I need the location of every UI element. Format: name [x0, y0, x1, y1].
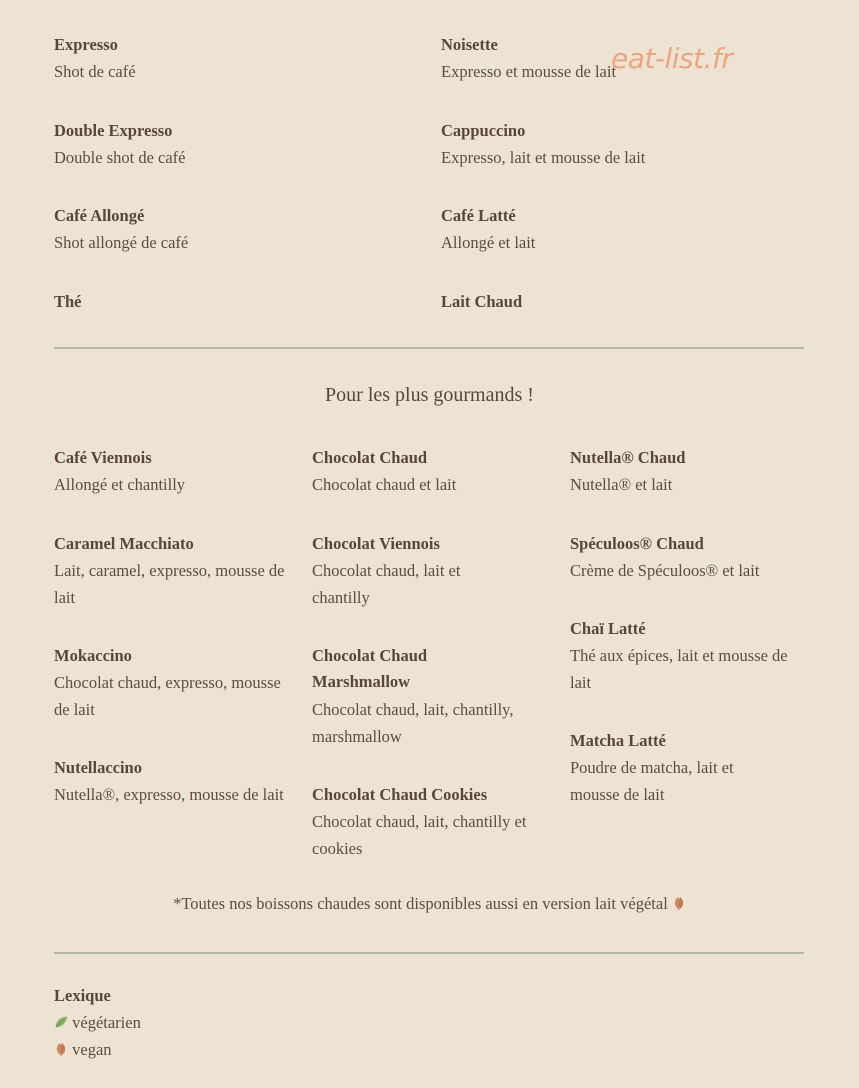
section-divider — [54, 952, 804, 954]
menu-item-chocolat-chaud-marshmallow-desc — [312, 696, 552, 750]
item-name: Matcha Latté — [570, 731, 666, 750]
menu-item-speculoos-chaud — [570, 531, 810, 584]
menu-item-chai-latte — [570, 616, 810, 696]
menu-item-cafe-allonge — [54, 203, 414, 256]
item-name: Chocolat Chaud — [312, 448, 428, 467]
menu-item-nutella-chaud — [570, 445, 810, 498]
double-leaf-icon — [672, 896, 686, 910]
item-desc: Double shot de café — [54, 148, 186, 167]
menu-item-cafe-latte — [441, 203, 801, 256]
item-desc: Chocolat chaud, expresso, mousse de lait — [54, 673, 281, 719]
item-desc: Chocolat chaud et lait — [312, 475, 457, 494]
item-name: Nutellaccino — [54, 758, 142, 777]
item-name: Chocolat Chaud Marshmallow — [312, 646, 428, 691]
item-desc: Shot allongé de café — [54, 233, 189, 252]
menu-item-the — [54, 289, 414, 315]
item-name: Café Allongé — [54, 206, 145, 225]
legend-vegan — [54, 1040, 112, 1060]
item-name: Nutella® Chaud — [570, 448, 686, 467]
lexique-title: Lexique — [54, 986, 111, 1005]
section-title: Pour les plus gourmands ! — [325, 384, 534, 406]
legend-label: végétarien — [72, 1013, 141, 1032]
item-desc: Chocolat chaud, lait, chantilly et cookies — [312, 812, 527, 858]
menu-item-cafe-viennois — [54, 445, 294, 498]
item-desc: Poudre de matcha, lait et mousse de lait — [570, 758, 734, 804]
item-desc: Chocolat chaud, lait, chantilly, marshmallow — [312, 700, 514, 746]
menu-item-chocolat-viennois — [312, 531, 512, 611]
item-desc: Nutella® et lait — [570, 475, 673, 494]
vegetal-milk-note — [0, 894, 859, 914]
item-name: Thé — [54, 292, 82, 311]
menu-item-cappuccino — [441, 118, 801, 171]
item-desc: Allongé et lait — [441, 233, 536, 252]
double-leaf-icon — [54, 1042, 68, 1056]
item-name: Café Latté — [441, 206, 516, 225]
menu-item-nutellaccino — [54, 755, 294, 808]
item-desc: Expresso et mousse de lait — [441, 62, 617, 81]
legend-vegetarien — [54, 1013, 141, 1033]
item-name: Chocolat Chaud Cookies — [312, 785, 488, 804]
item-name: Café Viennois — [54, 448, 152, 467]
leaf-icon — [54, 1015, 68, 1029]
menu-item-chocolat-chaud — [312, 445, 552, 498]
item-desc: Thé aux épices, lait et mousse de lait — [570, 646, 788, 692]
legend-label: vegan — [72, 1040, 112, 1059]
watermark: eat-list.fr — [611, 42, 733, 75]
item-name: Double Expresso — [54, 121, 173, 140]
item-name: Noisette — [441, 35, 498, 54]
item-desc: Allongé et chantilly — [54, 475, 186, 494]
item-name: Chaï Latté — [570, 619, 646, 638]
item-desc: Expresso, lait et mousse de lait — [441, 148, 646, 167]
item-name: Expresso — [54, 35, 118, 54]
menu-item-noisette — [441, 32, 801, 85]
item-desc: Chocolat chaud, lait et chantilly — [312, 561, 461, 607]
section-divider — [54, 347, 804, 349]
menu-item-chocolat-chaud-marshmallow — [312, 643, 472, 695]
menu-item-expresso — [54, 32, 414, 85]
item-desc: Shot de café — [54, 62, 136, 81]
item-name: Cappuccino — [441, 121, 526, 140]
item-desc: Lait, caramel, expresso, mousse de lait — [54, 561, 285, 607]
item-name: Caramel Macchiato — [54, 534, 194, 553]
note-text: *Toutes nos boissons chaudes sont disponibles aussi en version lait végétal — [173, 894, 668, 913]
menu-item-double-expresso — [54, 118, 414, 171]
menu-item-chocolat-chaud-cookies — [312, 782, 552, 862]
item-name: Chocolat Viennois — [312, 534, 440, 553]
item-name: Mokaccino — [54, 646, 132, 665]
menu-item-caramel-macchiato — [54, 531, 294, 611]
menu-item-matcha-latte — [570, 728, 780, 808]
item-name: Spéculoos® Chaud — [570, 534, 704, 553]
menu-item-lait-chaud — [441, 289, 801, 315]
item-desc: Nutella®, expresso, mousse de lait — [54, 785, 284, 804]
item-name: Lait Chaud — [441, 292, 523, 311]
menu-item-mokaccino — [54, 643, 294, 723]
item-desc: Crème de Spéculoos® et lait — [570, 561, 760, 580]
